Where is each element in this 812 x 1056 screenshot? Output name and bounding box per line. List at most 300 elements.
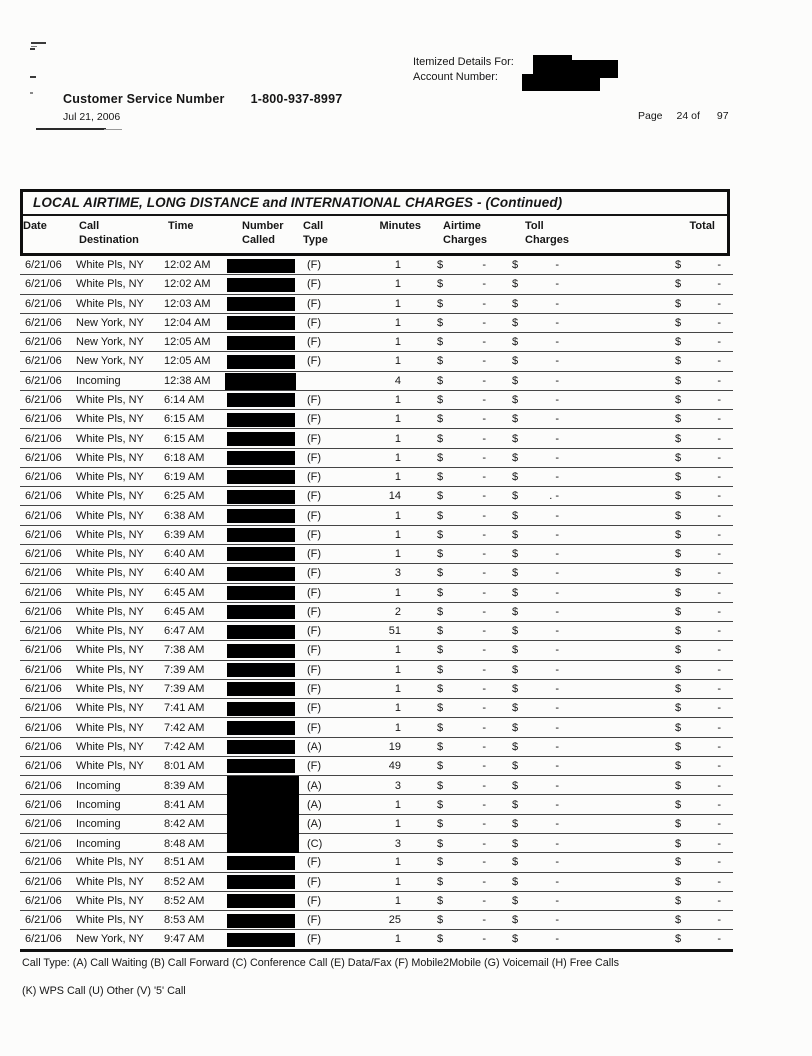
redacted-number-bar bbox=[227, 432, 295, 446]
currency-symbol: $ bbox=[512, 259, 519, 272]
row-time: 6:19 AM bbox=[164, 471, 205, 484]
row-destination: Incoming bbox=[76, 374, 121, 387]
table-row bbox=[20, 545, 733, 564]
currency-symbol: $ bbox=[675, 663, 682, 676]
currency-symbol: $ bbox=[675, 297, 682, 310]
call-type-legend-line1: Call Type: (A) Call Waiting (B) Call Forward (C) Conference Call (E) Data/Fax (F) Mobile2Mobile (G) Voicemail (H) Free Calls bbox=[22, 957, 619, 969]
row-airtime-charge bbox=[402, 567, 490, 579]
row-destination: New York, NY bbox=[76, 316, 144, 329]
row-total-charge-value: - bbox=[717, 702, 721, 715]
redacted-number-bar bbox=[227, 451, 295, 465]
row-toll-charge bbox=[490, 876, 565, 888]
redacted-number-bar bbox=[227, 547, 295, 561]
row-total-charge-value: - bbox=[717, 548, 721, 561]
row-time: 8:01 AM bbox=[164, 760, 205, 773]
row-airtime-charge bbox=[402, 760, 490, 772]
currency-symbol: $ bbox=[437, 432, 444, 445]
table-row bbox=[20, 564, 733, 583]
row-toll-charge-value: - bbox=[555, 586, 559, 599]
row-minutes: 1 bbox=[394, 259, 401, 272]
currency-symbol: $ bbox=[437, 605, 444, 618]
row-minutes: 1 bbox=[394, 297, 401, 310]
currency-symbol: $ bbox=[675, 316, 682, 329]
currency-symbol: $ bbox=[437, 740, 444, 753]
row-minutes: 1 bbox=[394, 432, 401, 445]
row-number-called-cell bbox=[225, 603, 300, 621]
row-airtime-charge-value: - bbox=[482, 259, 486, 272]
currency-symbol: $ bbox=[437, 682, 444, 695]
row-airtime-charge-value: - bbox=[482, 413, 486, 426]
table-row bbox=[20, 468, 733, 487]
row-toll-charge bbox=[490, 471, 565, 483]
row-call-type: (F) bbox=[307, 393, 322, 406]
col-header-toll-line2: Charges bbox=[525, 233, 570, 246]
row-time: 7:39 AM bbox=[164, 663, 205, 676]
currency-symbol: $ bbox=[675, 760, 682, 773]
row-destination: White Pls, NY bbox=[76, 875, 144, 888]
row-airtime-charge-value: - bbox=[482, 625, 486, 638]
row-minutes: 25 bbox=[388, 914, 401, 927]
currency-symbol: $ bbox=[512, 644, 519, 657]
row-total-charge-value: - bbox=[717, 760, 721, 773]
table-row bbox=[20, 853, 733, 872]
row-toll-charge bbox=[490, 741, 565, 753]
currency-symbol: $ bbox=[437, 721, 444, 734]
row-time: 6:45 AM bbox=[164, 605, 205, 618]
currency-symbol: $ bbox=[675, 779, 682, 792]
table-row bbox=[20, 487, 733, 506]
row-minutes: 1 bbox=[394, 278, 401, 291]
row-number-called-cell bbox=[225, 506, 300, 524]
row-time: 12:05 AM bbox=[164, 336, 211, 349]
row-destination: White Pls, NY bbox=[76, 740, 144, 753]
column-headers bbox=[23, 216, 727, 253]
row-number-called-cell bbox=[225, 853, 300, 871]
redacted-number-bar bbox=[227, 834, 299, 853]
row-number-called-cell bbox=[225, 449, 300, 467]
row-destination: White Pls, NY bbox=[76, 393, 144, 406]
row-minutes: 14 bbox=[388, 490, 401, 503]
row-total-charge-value: - bbox=[717, 740, 721, 753]
page-current: 24 of bbox=[676, 110, 700, 122]
row-airtime-charge bbox=[402, 644, 490, 656]
row-airtime-charge bbox=[402, 895, 490, 907]
row-call-type: (F) bbox=[307, 625, 322, 638]
row-toll-charge bbox=[490, 933, 565, 945]
row-airtime-charge-value: - bbox=[482, 336, 486, 349]
redacted-number-bar bbox=[227, 316, 295, 330]
row-destination: White Pls, NY bbox=[76, 451, 144, 464]
row-toll-charge-value: - bbox=[555, 297, 559, 310]
redacted-account-number bbox=[522, 74, 600, 91]
row-call-type: (F) bbox=[307, 528, 322, 541]
table-row bbox=[20, 641, 733, 660]
row-airtime-charge bbox=[402, 741, 490, 753]
itemized-details-label: Itemized Details For: bbox=[413, 56, 514, 68]
row-number-called-cell bbox=[225, 795, 300, 814]
scan-artifact bbox=[30, 48, 35, 50]
redacted-number-bar bbox=[227, 933, 295, 947]
currency-symbol: $ bbox=[437, 297, 444, 310]
row-total-charge-value: - bbox=[717, 490, 721, 503]
table-row bbox=[20, 295, 733, 314]
row-toll-charge bbox=[490, 780, 565, 792]
row-number-called-cell bbox=[225, 738, 300, 756]
row-number-called-cell bbox=[225, 295, 300, 313]
table-row bbox=[20, 680, 733, 699]
row-toll-charge bbox=[490, 567, 565, 579]
table-row bbox=[20, 757, 733, 776]
currency-symbol: $ bbox=[675, 451, 682, 464]
row-call-type: (F) bbox=[307, 509, 322, 522]
scan-artifact bbox=[30, 76, 36, 78]
row-minutes: 1 bbox=[394, 875, 401, 888]
row-toll-charge bbox=[490, 336, 565, 348]
row-toll-charge-value: - bbox=[555, 278, 559, 291]
currency-symbol: $ bbox=[512, 856, 519, 869]
row-airtime-charge-value: - bbox=[482, 509, 486, 522]
row-total-charge-value: - bbox=[717, 875, 721, 888]
currency-symbol: $ bbox=[437, 837, 444, 850]
row-total-charge bbox=[565, 471, 733, 483]
row-number-called-cell bbox=[225, 699, 300, 717]
row-airtime-charge-value: - bbox=[482, 548, 486, 561]
row-total-charge-value: - bbox=[717, 509, 721, 522]
currency-symbol: $ bbox=[437, 490, 444, 503]
row-toll-charge-value: - bbox=[555, 818, 559, 831]
row-destination: White Pls, NY bbox=[76, 702, 144, 715]
row-total-charge-value: - bbox=[717, 355, 721, 368]
row-airtime-charge bbox=[402, 876, 490, 888]
currency-symbol: $ bbox=[675, 682, 682, 695]
currency-symbol: $ bbox=[675, 721, 682, 734]
currency-symbol: $ bbox=[512, 625, 519, 638]
table-row bbox=[20, 795, 733, 814]
scan-artifact bbox=[104, 129, 122, 130]
currency-symbol: $ bbox=[675, 509, 682, 522]
row-destination: White Pls, NY bbox=[76, 663, 144, 676]
row-toll-charge-value: - bbox=[555, 605, 559, 618]
row-total-charge-value: - bbox=[717, 316, 721, 329]
row-total-charge bbox=[565, 683, 733, 695]
row-total-charge bbox=[565, 548, 733, 560]
row-time: 6:15 AM bbox=[164, 413, 205, 426]
row-airtime-charge bbox=[402, 510, 490, 522]
row-number-called-cell bbox=[225, 815, 300, 834]
currency-symbol: $ bbox=[512, 760, 519, 773]
row-date: 6/21/06 bbox=[25, 875, 62, 888]
row-number-called-cell bbox=[225, 873, 300, 891]
row-toll-charge bbox=[490, 838, 565, 850]
row-destination: Incoming bbox=[76, 799, 121, 812]
row-airtime-charge-value: - bbox=[482, 837, 486, 850]
row-destination: Incoming bbox=[76, 818, 121, 831]
row-total-charge bbox=[565, 529, 733, 541]
currency-symbol: $ bbox=[512, 413, 519, 426]
row-number-called-cell bbox=[225, 275, 300, 293]
row-number-called-cell bbox=[225, 622, 300, 640]
table-title: LOCAL AIRTIME, LONG DISTANCE and INTERNATIONAL CHARGES - (Continued) bbox=[23, 192, 727, 216]
currency-symbol: $ bbox=[675, 914, 682, 927]
currency-symbol: $ bbox=[675, 875, 682, 888]
row-date: 6/21/06 bbox=[25, 760, 62, 773]
row-call-type: (F) bbox=[307, 856, 322, 869]
row-toll-charge-value: - bbox=[555, 644, 559, 657]
currency-symbol: $ bbox=[437, 799, 444, 812]
currency-symbol: $ bbox=[437, 779, 444, 792]
row-total-charge-value: - bbox=[717, 432, 721, 445]
currency-symbol: $ bbox=[675, 393, 682, 406]
row-toll-charge-value: - bbox=[555, 432, 559, 445]
row-call-type: (A) bbox=[307, 799, 322, 812]
row-toll-charge-value: - bbox=[555, 374, 559, 387]
row-date: 6/21/06 bbox=[25, 374, 62, 387]
redacted-number-bar bbox=[227, 259, 295, 273]
row-airtime-charge-value: - bbox=[482, 799, 486, 812]
col-header-destination bbox=[78, 220, 163, 253]
row-toll-charge-value: - bbox=[555, 548, 559, 561]
row-destination: White Pls, NY bbox=[76, 490, 144, 503]
currency-symbol: $ bbox=[512, 702, 519, 715]
row-time: 7:41 AM bbox=[164, 702, 205, 715]
row-toll-charge bbox=[490, 606, 565, 618]
currency-symbol: $ bbox=[512, 894, 519, 907]
row-call-type: (A) bbox=[307, 818, 322, 831]
row-number-called-cell bbox=[225, 757, 300, 775]
row-number-called-cell bbox=[225, 834, 300, 853]
currency-symbol: $ bbox=[512, 586, 519, 599]
statement-date: Jul 21, 2006 bbox=[63, 111, 121, 123]
row-airtime-charge bbox=[402, 529, 490, 541]
row-time: 6:15 AM bbox=[164, 432, 205, 445]
col-header-destination-line1: Call bbox=[79, 220, 100, 232]
row-minutes: 1 bbox=[394, 586, 401, 599]
row-minutes: 2 bbox=[394, 605, 401, 618]
row-destination: White Pls, NY bbox=[76, 605, 144, 618]
redacted-number-bar bbox=[227, 336, 295, 350]
row-toll-charge-value: - bbox=[555, 316, 559, 329]
row-time: 12:02 AM bbox=[164, 278, 211, 291]
currency-symbol: $ bbox=[437, 548, 444, 561]
row-toll-charge bbox=[490, 548, 565, 560]
row-total-charge bbox=[565, 298, 733, 310]
table-row bbox=[20, 930, 733, 949]
row-date: 6/21/06 bbox=[25, 413, 62, 426]
row-total-charge-value: - bbox=[717, 393, 721, 406]
row-number-called-cell bbox=[225, 391, 300, 409]
row-toll-charge bbox=[490, 510, 565, 522]
row-number-called-cell bbox=[225, 718, 300, 736]
row-airtime-charge bbox=[402, 722, 490, 734]
row-time: 12:05 AM bbox=[164, 355, 211, 368]
row-total-charge-value: - bbox=[717, 259, 721, 272]
row-toll-charge bbox=[490, 433, 565, 445]
redacted-number-bar bbox=[227, 355, 295, 369]
row-call-type: (F) bbox=[307, 278, 322, 291]
redacted-number-bar bbox=[227, 682, 295, 696]
row-date: 6/21/06 bbox=[25, 914, 62, 927]
row-airtime-charge-value: - bbox=[482, 451, 486, 464]
currency-symbol: $ bbox=[512, 528, 519, 541]
row-date: 6/21/06 bbox=[25, 837, 62, 850]
table-row bbox=[20, 352, 733, 371]
row-number-called-cell bbox=[225, 372, 300, 390]
redacted-number-bar bbox=[225, 373, 296, 390]
scan-artifact bbox=[30, 92, 33, 94]
redacted-number-bar bbox=[227, 815, 299, 834]
currency-symbol: $ bbox=[512, 663, 519, 676]
row-toll-charge-value: - bbox=[555, 875, 559, 888]
row-call-type: (F) bbox=[307, 355, 322, 368]
row-total-charge bbox=[565, 856, 733, 868]
row-time: 8:39 AM bbox=[164, 779, 205, 792]
row-total-charge bbox=[565, 702, 733, 714]
currency-symbol: $ bbox=[437, 471, 444, 484]
redacted-number-bar bbox=[227, 470, 295, 484]
row-destination: White Pls, NY bbox=[76, 528, 144, 541]
table-row bbox=[20, 256, 733, 275]
currency-symbol: $ bbox=[512, 837, 519, 850]
row-destination: White Pls, NY bbox=[76, 297, 144, 310]
row-time: 6:25 AM bbox=[164, 490, 205, 503]
row-call-type: (C) bbox=[307, 837, 323, 850]
row-total-charge-value: - bbox=[717, 933, 721, 946]
row-total-charge-value: - bbox=[717, 413, 721, 426]
row-airtime-charge bbox=[402, 452, 490, 464]
row-airtime-charge-value: - bbox=[482, 818, 486, 831]
redacted-number-bar bbox=[227, 278, 295, 292]
row-time: 6:39 AM bbox=[164, 528, 205, 541]
row-toll-charge-value: - bbox=[555, 702, 559, 715]
row-airtime-charge-value: - bbox=[482, 393, 486, 406]
row-destination: White Pls, NY bbox=[76, 894, 144, 907]
row-destination: White Pls, NY bbox=[76, 509, 144, 522]
row-total-charge bbox=[565, 433, 733, 445]
row-toll-charge-value: - bbox=[555, 336, 559, 349]
row-minutes: 1 bbox=[394, 413, 401, 426]
row-toll-charge bbox=[490, 895, 565, 907]
row-airtime-charge-value: - bbox=[482, 432, 486, 445]
row-airtime-charge bbox=[402, 587, 490, 599]
row-minutes: 1 bbox=[394, 663, 401, 676]
row-toll-charge-value: - bbox=[555, 355, 559, 368]
row-toll-charge-value: - bbox=[555, 451, 559, 464]
row-call-type: (F) bbox=[307, 567, 322, 580]
currency-symbol: $ bbox=[437, 278, 444, 291]
currency-symbol: $ bbox=[675, 605, 682, 618]
row-minutes: 1 bbox=[394, 856, 401, 869]
currency-symbol: $ bbox=[512, 432, 519, 445]
row-number-called-cell bbox=[225, 545, 300, 563]
table-row bbox=[20, 603, 733, 622]
page-total: 97 bbox=[716, 110, 729, 122]
row-total-charge bbox=[565, 394, 733, 406]
currency-symbol: $ bbox=[437, 760, 444, 773]
row-minutes: 1 bbox=[394, 528, 401, 541]
redacted-number-bar bbox=[227, 490, 295, 504]
row-minutes: 1 bbox=[394, 933, 401, 946]
currency-symbol: $ bbox=[675, 837, 682, 850]
page-indicator bbox=[638, 110, 729, 122]
row-number-called-cell bbox=[225, 352, 300, 370]
table-row bbox=[20, 622, 733, 641]
row-date: 6/21/06 bbox=[25, 528, 62, 541]
row-total-charge-value: - bbox=[717, 856, 721, 869]
table-row bbox=[20, 718, 733, 737]
redacted-number-bar bbox=[227, 586, 295, 600]
row-airtime-charge bbox=[402, 664, 490, 676]
currency-symbol: $ bbox=[675, 278, 682, 291]
currency-symbol: $ bbox=[512, 818, 519, 831]
row-destination: White Pls, NY bbox=[76, 548, 144, 561]
row-toll-charge bbox=[490, 914, 565, 926]
currency-symbol: $ bbox=[437, 914, 444, 927]
row-toll-charge-value: - bbox=[555, 856, 559, 869]
col-header-minutes: Minutes bbox=[379, 220, 421, 232]
row-toll-charge-value: - bbox=[555, 625, 559, 638]
col-header-call-type bbox=[303, 220, 343, 253]
row-airtime-charge-value: - bbox=[482, 760, 486, 773]
table-row bbox=[20, 834, 733, 853]
call-type-legend-line2: (K) WPS Call (U) Other (V) '5' Call bbox=[22, 985, 186, 997]
row-call-type: (F) bbox=[307, 336, 322, 349]
row-date: 6/21/06 bbox=[25, 894, 62, 907]
currency-symbol: $ bbox=[512, 548, 519, 561]
row-airtime-charge-value: - bbox=[482, 933, 486, 946]
row-toll-charge bbox=[490, 722, 565, 734]
col-header-destination-line2: Destination bbox=[79, 233, 139, 246]
row-call-type: (F) bbox=[307, 933, 322, 946]
row-total-charge bbox=[565, 933, 733, 945]
row-toll-charge-value: - bbox=[555, 393, 559, 406]
row-toll-charge bbox=[490, 355, 565, 367]
row-number-called-cell bbox=[225, 584, 300, 602]
row-toll-charge bbox=[490, 664, 565, 676]
row-time: 8:52 AM bbox=[164, 894, 205, 907]
table-row bbox=[20, 776, 733, 795]
row-total-charge-value: - bbox=[717, 914, 721, 927]
row-airtime-charge bbox=[402, 355, 490, 367]
col-header-number-line1: Number bbox=[242, 220, 284, 232]
col-header-date: Date bbox=[23, 220, 47, 232]
row-toll-charge-value: - bbox=[555, 799, 559, 812]
row-total-charge-value: - bbox=[717, 528, 721, 541]
row-time: 8:42 AM bbox=[164, 818, 205, 831]
row-number-called-cell bbox=[225, 429, 300, 447]
row-toll-charge-value: - bbox=[555, 567, 559, 580]
currency-symbol: $ bbox=[437, 336, 444, 349]
row-total-charge-value: - bbox=[717, 567, 721, 580]
row-airtime-charge-value: - bbox=[482, 528, 486, 541]
row-minutes: 3 bbox=[394, 567, 401, 580]
currency-symbol: $ bbox=[437, 374, 444, 387]
row-airtime-charge bbox=[402, 490, 490, 502]
table-row bbox=[20, 333, 733, 352]
scan-artifact bbox=[36, 128, 106, 130]
row-destination: White Pls, NY bbox=[76, 914, 144, 927]
row-airtime-charge-value: - bbox=[482, 702, 486, 715]
table-row bbox=[20, 699, 733, 718]
row-minutes: 49 bbox=[388, 760, 401, 773]
customer-service-number: 1-800-937-8997 bbox=[250, 92, 343, 106]
table-row bbox=[20, 449, 733, 468]
currency-symbol: $ bbox=[512, 799, 519, 812]
row-total-charge-value: - bbox=[717, 837, 721, 850]
row-toll-charge bbox=[490, 394, 565, 406]
row-total-charge-value: - bbox=[717, 644, 721, 657]
col-header-number-line2: Called bbox=[242, 233, 276, 246]
row-date: 6/21/06 bbox=[25, 933, 62, 946]
